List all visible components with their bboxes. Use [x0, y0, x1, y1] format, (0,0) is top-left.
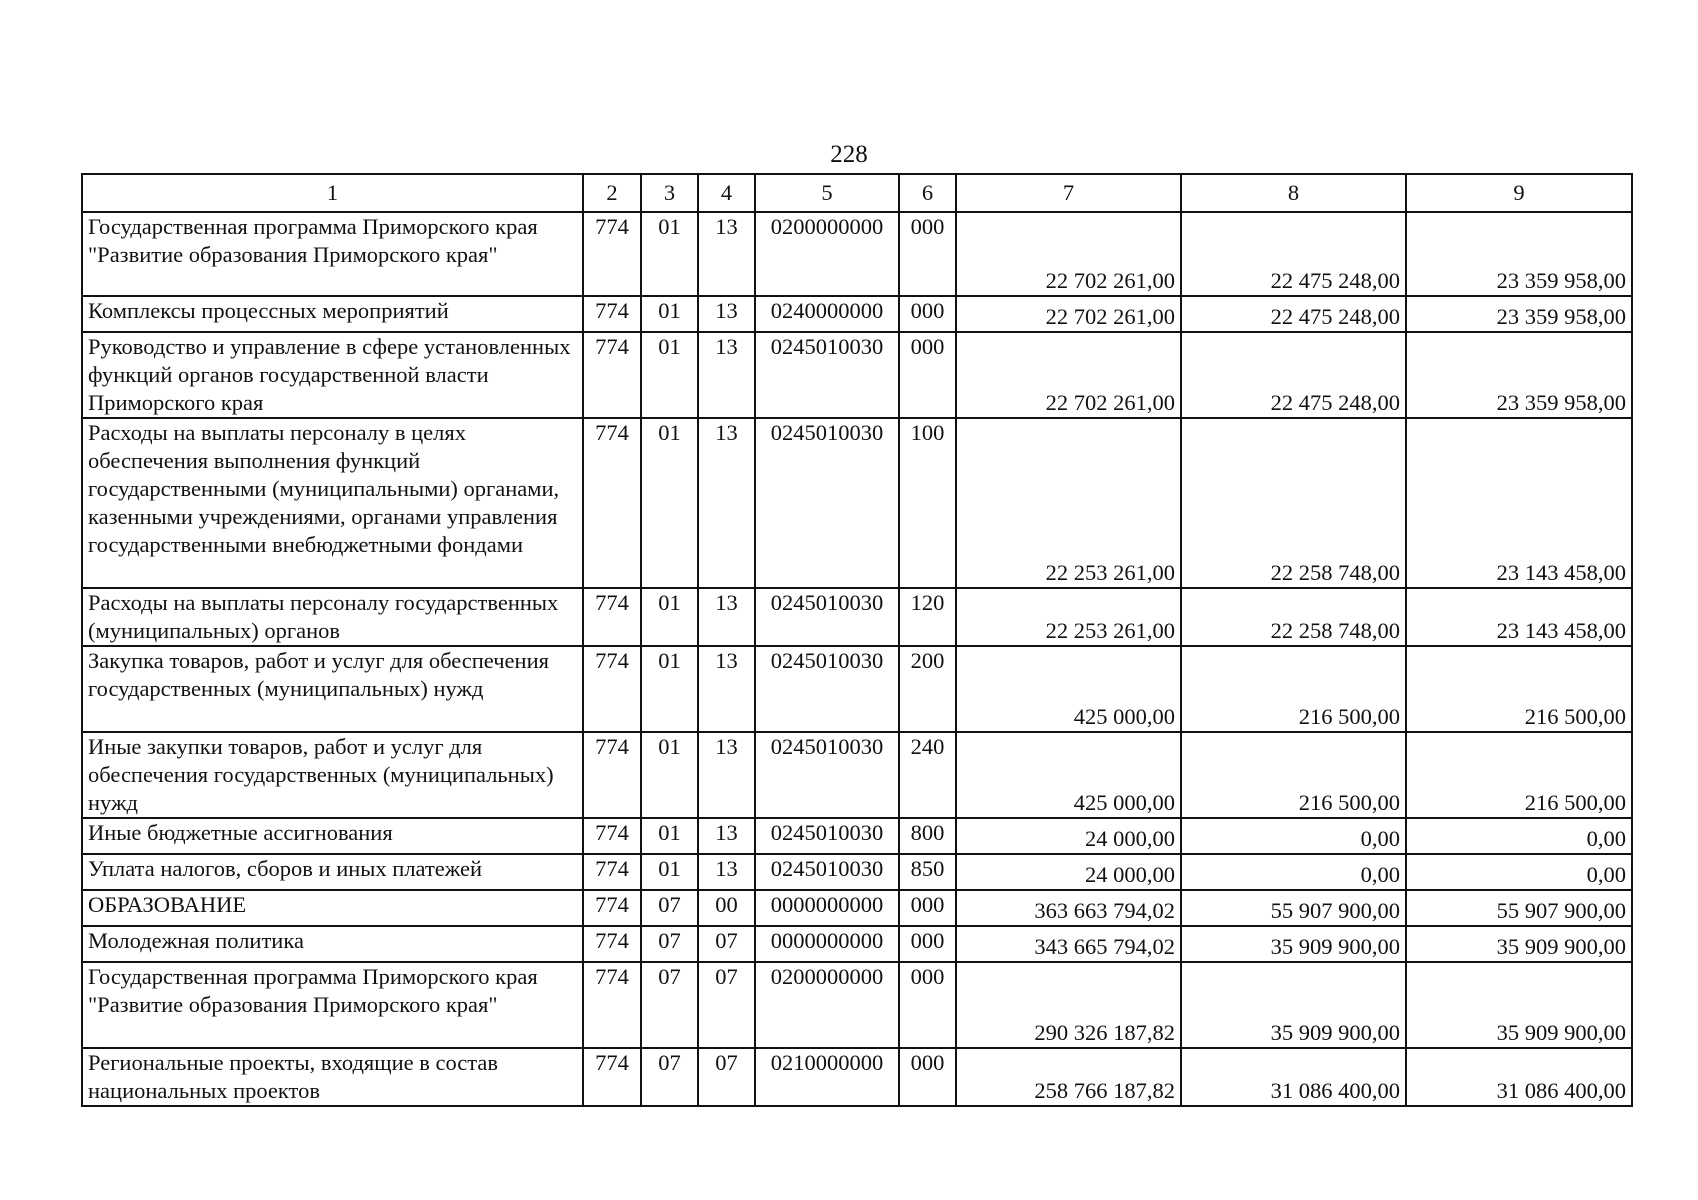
row-name: Уплата налогов, сборов и иных платежей: [82, 854, 583, 890]
row-section-code: 07: [641, 1048, 698, 1106]
row-subsection-code: 13: [698, 418, 755, 588]
row-ministry-code: 774: [583, 962, 641, 1048]
row-amount-col-9: 55 907 900,00: [1406, 890, 1632, 926]
row-target-item-code: 0245010030: [755, 418, 899, 588]
row-name: Региональные проекты, входящие в состав национальных проектов: [82, 1048, 583, 1106]
header-col-4: 4: [698, 174, 755, 212]
row-amount-col-8: 35 909 900,00: [1181, 962, 1406, 1048]
row-ministry-code: 774: [583, 890, 641, 926]
row-section-code: 07: [641, 926, 698, 962]
row-expense-type-code: 120: [899, 588, 956, 646]
row-ministry-code: 774: [583, 332, 641, 418]
row-ministry-code: 774: [583, 212, 641, 296]
row-amount-col-9: 35 909 900,00: [1406, 926, 1632, 962]
row-name: Иные закупки товаров, работ и услуг для обеспечения государственных (муниципальных) нужд: [82, 732, 583, 818]
table-row: [82, 732, 1632, 818]
row-amount-col-9: 23 143 458,00: [1406, 588, 1632, 646]
row-expense-type-code: 000: [899, 332, 956, 418]
row-subsection-code: 07: [698, 926, 755, 962]
row-name: Закупка товаров, работ и услуг для обеспечения государственных (муниципальных) нужд: [82, 646, 583, 732]
row-expense-type-code: 240: [899, 732, 956, 818]
row-target-item-code: 0245010030: [755, 732, 899, 818]
row-subsection-code: 13: [698, 212, 755, 296]
row-amount-col-7: 290 326 187,82: [956, 962, 1181, 1048]
header-col-7: 7: [956, 174, 1181, 212]
header-row: [82, 174, 1632, 212]
row-section-code: 01: [641, 646, 698, 732]
row-amount-col-8: 55 907 900,00: [1181, 890, 1406, 926]
row-target-item-code: 0200000000: [755, 962, 899, 1048]
row-expense-type-code: 200: [899, 646, 956, 732]
row-amount-col-8: 0,00: [1181, 854, 1406, 890]
row-amount-col-8: 22 475 248,00: [1181, 332, 1406, 418]
header-col-2: 2: [583, 174, 641, 212]
row-section-code: 01: [641, 732, 698, 818]
row-expense-type-code: 000: [899, 926, 956, 962]
row-ministry-code: 774: [583, 418, 641, 588]
row-amount-col-8: 0,00: [1181, 818, 1406, 854]
row-expense-type-code: 000: [899, 1048, 956, 1106]
row-amount-col-9: 23 359 958,00: [1406, 332, 1632, 418]
row-target-item-code: 0245010030: [755, 332, 899, 418]
row-target-item-code: 0000000000: [755, 890, 899, 926]
header-col-5: 5: [755, 174, 899, 212]
table-row: [82, 418, 1632, 588]
row-subsection-code: 13: [698, 854, 755, 890]
row-section-code: 07: [641, 890, 698, 926]
table-row: [82, 854, 1632, 890]
row-expense-type-code: 850: [899, 854, 956, 890]
row-amount-col-7: 22 702 261,00: [956, 212, 1181, 296]
row-name: Комплексы процессных мероприятий: [82, 296, 583, 332]
row-ministry-code: 774: [583, 732, 641, 818]
row-target-item-code: 0245010030: [755, 854, 899, 890]
row-amount-col-7: 343 665 794,02: [956, 926, 1181, 962]
row-subsection-code: 00: [698, 890, 755, 926]
row-amount-col-7: 258 766 187,82: [956, 1048, 1181, 1106]
table-row: [82, 588, 1632, 646]
row-target-item-code: 0210000000: [755, 1048, 899, 1106]
row-amount-col-7: 22 253 261,00: [956, 418, 1181, 588]
table-row: [82, 332, 1632, 418]
row-ministry-code: 774: [583, 854, 641, 890]
row-subsection-code: 13: [698, 332, 755, 418]
row-subsection-code: 13: [698, 646, 755, 732]
row-name: Молодежная политика: [82, 926, 583, 962]
table-row: [82, 646, 1632, 732]
row-amount-col-7: 22 253 261,00: [956, 588, 1181, 646]
table-header: [82, 174, 1632, 212]
row-ministry-code: 774: [583, 818, 641, 854]
row-amount-col-7: 24 000,00: [956, 818, 1181, 854]
row-subsection-code: 13: [698, 296, 755, 332]
header-col-8: 8: [1181, 174, 1406, 212]
row-section-code: 01: [641, 818, 698, 854]
row-expense-type-code: 100: [899, 418, 956, 588]
row-section-code: 01: [641, 212, 698, 296]
row-expense-type-code: 800: [899, 818, 956, 854]
row-amount-col-8: 22 258 748,00: [1181, 588, 1406, 646]
budget-table: [81, 173, 1633, 1107]
row-amount-col-8: 35 909 900,00: [1181, 926, 1406, 962]
row-amount-col-9: 23 359 958,00: [1406, 296, 1632, 332]
row-amount-col-9: 0,00: [1406, 818, 1632, 854]
row-ministry-code: 774: [583, 296, 641, 332]
row-expense-type-code: 000: [899, 212, 956, 296]
row-name: Государственная программа Приморского края "Развитие образования Приморского края": [82, 962, 583, 1048]
row-section-code: 01: [641, 332, 698, 418]
row-amount-col-9: 0,00: [1406, 854, 1632, 890]
row-amount-col-9: 35 909 900,00: [1406, 962, 1632, 1048]
row-expense-type-code: 000: [899, 890, 956, 926]
row-subsection-code: 13: [698, 818, 755, 854]
row-name: Государственная программа Приморского края "Развитие образования Приморского края": [82, 212, 583, 296]
row-target-item-code: 0245010030: [755, 646, 899, 732]
row-amount-col-8: 22 475 248,00: [1181, 296, 1406, 332]
row-amount-col-8: 216 500,00: [1181, 732, 1406, 818]
page-number: 228: [830, 141, 868, 168]
table-row: [82, 962, 1632, 1048]
header-col-3: 3: [641, 174, 698, 212]
row-expense-type-code: 000: [899, 296, 956, 332]
row-target-item-code: 0000000000: [755, 926, 899, 962]
row-ministry-code: 774: [583, 646, 641, 732]
table-row: [82, 926, 1632, 962]
row-amount-col-7: 363 663 794,02: [956, 890, 1181, 926]
header-col-9: 9: [1406, 174, 1632, 212]
row-amount-col-7: 22 702 261,00: [956, 332, 1181, 418]
row-amount-col-7: 22 702 261,00: [956, 296, 1181, 332]
table-body: [82, 212, 1632, 1106]
row-amount-col-9: 216 500,00: [1406, 732, 1632, 818]
row-amount-col-9: 23 359 958,00: [1406, 212, 1632, 296]
row-amount-col-8: 216 500,00: [1181, 646, 1406, 732]
row-section-code: 01: [641, 296, 698, 332]
row-ministry-code: 774: [583, 588, 641, 646]
row-amount-col-9: 31 086 400,00: [1406, 1048, 1632, 1106]
table-row: [82, 818, 1632, 854]
row-ministry-code: 774: [583, 1048, 641, 1106]
row-amount-col-9: 23 143 458,00: [1406, 418, 1632, 588]
row-amount-col-8: 31 086 400,00: [1181, 1048, 1406, 1106]
table-row: [82, 212, 1632, 296]
row-amount-col-8: 22 475 248,00: [1181, 212, 1406, 296]
row-name: Иные бюджетные ассигнования: [82, 818, 583, 854]
row-section-code: 01: [641, 418, 698, 588]
row-amount-col-9: 216 500,00: [1406, 646, 1632, 732]
row-amount-col-7: 24 000,00: [956, 854, 1181, 890]
row-amount-col-8: 22 258 748,00: [1181, 418, 1406, 588]
row-name: ОБРАЗОВАНИЕ: [82, 890, 583, 926]
row-section-code: 01: [641, 854, 698, 890]
row-target-item-code: 0240000000: [755, 296, 899, 332]
table-row: [82, 1048, 1632, 1106]
row-name: Руководство и управление в сфере установленных функций органов государственной власти Приморского края: [82, 332, 583, 418]
row-name: Расходы на выплаты персоналу в целях обеспечения выполнения функций государственными (муниципальными) органами, казенными учреждениями, органами управления государственными внебюджетными фондами: [82, 418, 583, 588]
row-name: Расходы на выплаты персоналу государственных (муниципальных) органов: [82, 588, 583, 646]
row-section-code: 01: [641, 588, 698, 646]
row-subsection-code: 13: [698, 732, 755, 818]
row-amount-col-7: 425 000,00: [956, 732, 1181, 818]
header-col-1: 1: [82, 174, 583, 212]
table-row: [82, 296, 1632, 332]
header-col-6: 6: [899, 174, 956, 212]
table-row: [82, 890, 1632, 926]
row-target-item-code: 0245010030: [755, 818, 899, 854]
row-ministry-code: 774: [583, 926, 641, 962]
row-subsection-code: 07: [698, 1048, 755, 1106]
row-expense-type-code: 000: [899, 962, 956, 1048]
row-section-code: 07: [641, 962, 698, 1048]
row-target-item-code: 0200000000: [755, 212, 899, 296]
row-subsection-code: 13: [698, 588, 755, 646]
row-target-item-code: 0245010030: [755, 588, 899, 646]
row-amount-col-7: 425 000,00: [956, 646, 1181, 732]
row-subsection-code: 07: [698, 962, 755, 1048]
